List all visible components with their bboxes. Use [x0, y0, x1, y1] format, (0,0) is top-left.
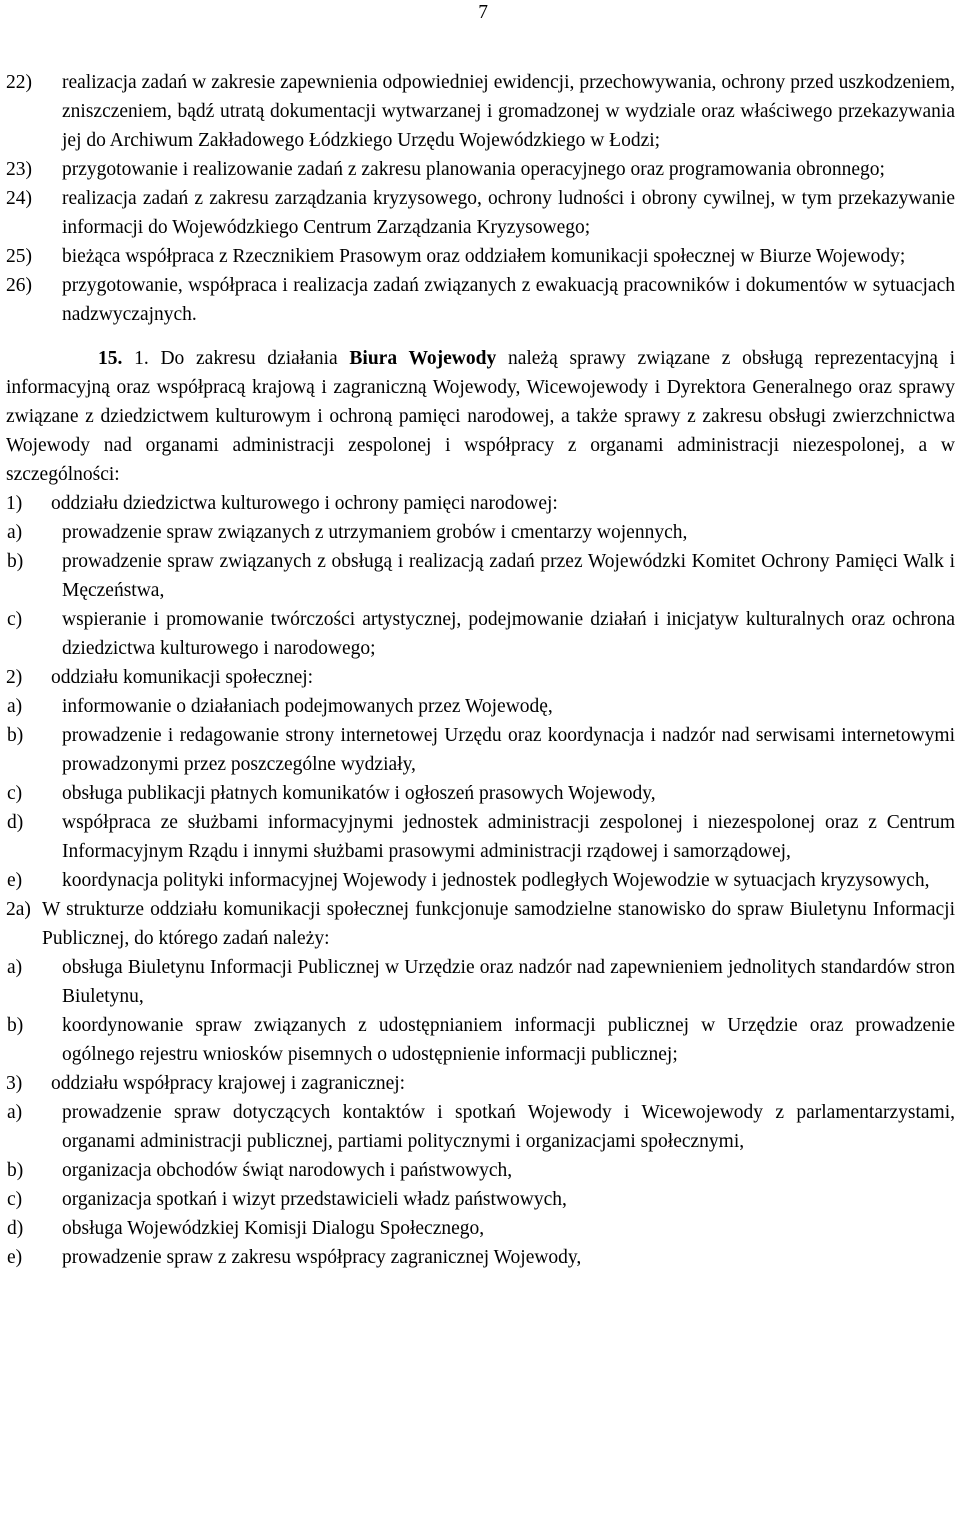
item-text: realizacja zadań z zakresu zarządzania kryzysowego, ochrony ludności i obrony cywilnej, w tym przekazywanie informacji do Wojewódzkiego Centrum Zarządzania Kryzysowego; — [62, 188, 955, 238]
sub-number: b) — [7, 1015, 24, 1036]
item-text: przygotowanie i realizowanie zadań z zakresu planowania operacyjnego oraz programowania obronnego; — [62, 159, 885, 180]
sub-number: d) — [7, 812, 24, 833]
sub-text: informowanie o działaniach podejmowanych przez Wojewodę, — [62, 696, 553, 717]
sub-number: c) — [7, 609, 23, 630]
item-number: 26) — [6, 275, 32, 296]
item-text: bieżąca współpraca z Rzecznikiem Prasowym oraz oddziałem komunikacji społecznej w Biurze Wojewody; — [62, 246, 906, 267]
group-number: 2) — [6, 667, 23, 688]
section-intro-a: Do zakresu działania — [160, 348, 338, 369]
sub-number: d) — [7, 1218, 24, 1239]
duty-group — [6, 663, 955, 895]
list-item — [6, 242, 955, 271]
section-paragraph — [6, 344, 955, 489]
sub-text: obsługa Biuletynu Informacji Publicznej w Urzędzie oraz nadzór nad zapewnieniem jednolitych standardów stron Biuletynu, — [62, 957, 955, 1007]
sub-item — [6, 866, 955, 895]
sub-item — [6, 605, 955, 663]
sub-item — [6, 547, 955, 605]
sub-number: e) — [7, 1247, 23, 1268]
sub-number: b) — [7, 1160, 24, 1181]
sub-text: prowadzenie spraw z zakresu współpracy zagranicznej Wojewody, — [62, 1247, 582, 1268]
sub-item — [6, 779, 955, 808]
sub-text: obsługa publikacji płatnych komunikatów i ogłoszeń prasowych Wojewody, — [62, 783, 656, 804]
sub-number: b) — [7, 725, 24, 746]
page-number: 7 — [478, 2, 488, 23]
sub-text: prowadzenie spraw związanych z utrzymaniem grobów i cmentarzy wojennych, — [62, 522, 688, 543]
sub-item — [6, 721, 955, 779]
duty-group — [6, 895, 955, 1069]
document-body — [6, 68, 955, 1272]
sub-number: c) — [7, 783, 23, 804]
sub-number: e) — [7, 870, 23, 891]
sub-item — [6, 1156, 955, 1185]
duty-group — [6, 489, 955, 663]
duty-group — [6, 1069, 955, 1272]
list-item — [6, 68, 955, 155]
section-15 — [6, 344, 955, 489]
group-heading — [6, 895, 955, 953]
sub-text: koordynacja polityki informacyjnej Wojewody i jednostek podległych Wojewodzie w sytuacjach kryzysowych, — [62, 870, 930, 891]
sub-item — [6, 1243, 955, 1272]
sub-text: wspieranie i promowanie twórczości artystycznej, podejmowanie działań i inicjatyw kulturalnych oraz ochrona dziedzictwa kulturowego i narodowego; — [62, 609, 955, 659]
group-title: oddziału dziedzictwa kulturowego i ochrony pamięci narodowej: — [51, 493, 558, 514]
sub-text: prowadzenie spraw związanych z obsługą i realizacją zadań przez Wojewódzki Komitet Ochrony Pamięci Walk i Męczeństwa, — [62, 551, 955, 601]
sub-number: a) — [7, 1102, 23, 1123]
sub-text: organizacja obchodów świąt narodowych i państwowych, — [62, 1160, 513, 1181]
item-number: 24) — [6, 188, 32, 209]
sub-number: c) — [7, 1189, 23, 1210]
group-title: oddziału współpracy krajowej i zagranicznej: — [51, 1073, 406, 1094]
office-name: Biura Wojewody — [349, 348, 497, 369]
sub-number: a) — [7, 696, 23, 717]
group-title: oddziału komunikacji społecznej: — [51, 667, 314, 688]
paragraph-number: 1. — [134, 348, 149, 369]
group-heading — [6, 663, 955, 692]
group-number: 3) — [6, 1073, 23, 1094]
continued-list — [6, 68, 955, 329]
sub-item — [6, 808, 955, 866]
sub-item — [6, 1185, 955, 1214]
item-number: 22) — [6, 72, 32, 93]
item-number: 25) — [6, 246, 32, 267]
item-text: przygotowanie, współpraca i realizacja zadań związanych z ewakuacją pracowników i dokumentów w sytuacjach nadzwyczajnych. — [62, 275, 955, 325]
sub-item — [6, 518, 955, 547]
sub-text: prowadzenie i redagowanie strony internetowej Urzędu oraz koordynacja i nadzór nad serwisami internetowymi prowadzonymi przez poszczególne wydziały, — [62, 725, 955, 775]
group-number: 2a) — [6, 899, 31, 920]
item-text: realizacja zadań w zakresie zapewnienia odpowiedniej ewidencji, przechowywania, ochrony przed uszkodzeniem, zniszczeniem, bądź utratą dokumentacji wytwarzanej i gromadzonej w wydziale oraz właściwego przekazywania jej do Archiwum Zakładowego Łódzkiego Urzędu Wojewódzkiego w Łodzi; — [62, 72, 955, 151]
group-heading — [6, 1069, 955, 1098]
sub-text: współpraca ze służbami informacyjnymi jednostek administracji zespolonej i niezespolonej oraz z Centrum Informacyjnym Rządu i innymi służbami prasowymi administracji rządowej i samorządowej, — [62, 812, 955, 862]
sub-item — [6, 1098, 955, 1156]
section-number: 15. — [98, 348, 123, 369]
section-intro-b: należą sprawy związane z obsługą reprezentacyjną i informacyjną oraz współpracą krajową i zagraniczną Wojewody, Wicewojewody i Dyrektora Generalnego oraz sprawy związane z dziedzictwem kulturowym i ochroną pamięci narodowej, a także sprawy z zakresu obsługi zwierzchnictwa Wojewody nad organami administracji zespolonej i współpracy z organami administracji niezespolonej, a w szczególności: — [6, 348, 956, 485]
group-title: W strukturze oddziału komunikacji społecznej funkcjonuje samodzielne stanowisko do spraw Biuletynu Informacji Publicznej, do którego zadań należy: — [42, 899, 955, 949]
list-item — [6, 155, 955, 184]
sub-text: koordynowanie spraw związanych z udostępnianiem informacji publicznej w Urzędzie oraz prowadzenie ogólnego rejestru wniosków pisemnych o udostępnienie informacji publicznej; — [62, 1015, 955, 1065]
sub-item — [6, 953, 955, 1011]
list-item — [6, 184, 955, 242]
sub-item — [6, 1011, 955, 1069]
duties-list — [6, 489, 955, 1272]
list-item — [6, 271, 955, 329]
sub-item — [6, 1214, 955, 1243]
sub-number: a) — [7, 522, 23, 543]
sub-number: b) — [7, 551, 24, 572]
group-heading — [6, 489, 955, 518]
sub-number: a) — [7, 957, 23, 978]
group-number: 1) — [6, 493, 23, 514]
sub-text: prowadzenie spraw dotyczących kontaktów i spotkań Wojewody i Wicewojewody z parlamentarzystami, organami administracji publicznej, partiami politycznymi i organizacjami społecznymi, — [62, 1102, 955, 1152]
item-number: 23) — [6, 159, 32, 180]
sub-item — [6, 692, 955, 721]
sub-text: organizacja spotkań i wizyt przedstawicieli władz państwowych, — [62, 1189, 567, 1210]
sub-text: obsługa Wojewódzkiej Komisji Dialogu Społecznego, — [62, 1218, 485, 1239]
